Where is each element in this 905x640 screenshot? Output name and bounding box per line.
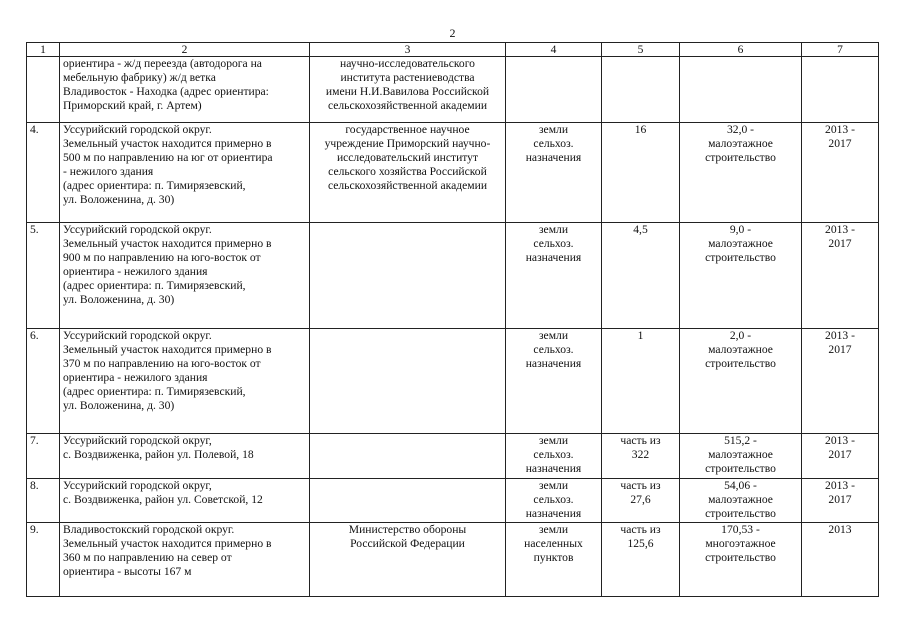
plot-area: часть из 125,6 [602,523,680,597]
permitted-use: 170,53 - многоэтажное строительство [680,523,802,597]
row-number [27,57,60,123]
column-number: 5 [602,43,680,57]
plot-area: 16 [602,123,680,223]
plot-area: 1 [602,329,680,434]
plot-location: Уссурийский городской округ, с. Воздвиженка, район ул. Полевой, 18 [60,434,310,479]
column-number: 6 [680,43,802,57]
plot-owner [310,223,506,329]
plot-area: 4,5 [602,223,680,329]
plot-location: Уссурийский городской округ, с. Воздвиженка, район ул. Советской, 12 [60,479,310,523]
plot-owner [310,434,506,479]
plot-location: ориентира - ж/д переезда (автодорога на мебельную фабрику) ж/д ветка Владивосток - Находка (адрес ориентира: Приморский край, г. Артем) [60,57,310,123]
table-row [27,329,879,434]
plot-owner [310,479,506,523]
table-row [27,479,879,523]
plot-owner [310,329,506,434]
term-years: 2013 [802,523,879,597]
permitted-use: 9,0 - малоэтажное строительство [680,223,802,329]
plot-location: Уссурийский городской округ. Земельный участок находится примерно в 370 м по направлению на юго-восток от ориентира - нежилого здания (адрес ориентира: п. Тимирязевский, ул. Воложенина, д. 30) [60,329,310,434]
table-row [27,123,879,223]
plot-owner: научно-исследовательского института растениеводства имени Н.И.Вавилова Российской сельскохозяйственной академии [310,57,506,123]
plot-owner: государственное научное учреждение Приморский научно- исследовательский институт сельского хозяйства Российской сельскохозяйственной академии [310,123,506,223]
column-number-row [27,43,879,57]
plot-location: Уссурийский городской округ. Земельный участок находится примерно в 500 м по направлению на юг от ориентира - нежилого здания (адрес ориентира: п. Тимирязевский, ул. Воложенина, д. 30) [60,123,310,223]
land-category: земли сельхоз. назначения [506,479,602,523]
plot-location: Уссурийский городской округ. Земельный участок находится примерно в 900 м по направлению на юго-восток от ориентира - нежилого здания (адрес ориентира: п. Тимирязевский, ул. Воложенина, д. 30) [60,223,310,329]
table-row [27,523,879,597]
row-number: 8. [27,479,60,523]
term-years [802,57,879,123]
column-number: 1 [27,43,60,57]
page-number: 2 [449,26,456,40]
land-category: земли сельхоз. назначения [506,223,602,329]
column-number: 2 [60,43,310,57]
permitted-use: 515,2 - малоэтажное строительство [680,434,802,479]
land-category: земли сельхоз. назначения [506,329,602,434]
plot-area [602,57,680,123]
term-years: 2013 - 2017 [802,123,879,223]
plot-area: часть из 322 [602,434,680,479]
plot-area: часть из 27,6 [602,479,680,523]
column-number: 7 [802,43,879,57]
row-number: 4. [27,123,60,223]
column-number: 4 [506,43,602,57]
row-number: 6. [27,329,60,434]
table-row [27,223,879,329]
term-years: 2013 - 2017 [802,223,879,329]
table-row [27,57,879,123]
row-number: 9. [27,523,60,597]
term-years: 2013 - 2017 [802,329,879,434]
permitted-use: 32,0 - малоэтажное строительство [680,123,802,223]
permitted-use [680,57,802,123]
term-years: 2013 - 2017 [802,434,879,479]
table-row [27,434,879,479]
land-category [506,57,602,123]
row-number: 5. [27,223,60,329]
land-plots-table [26,42,879,597]
column-number: 3 [310,43,506,57]
plot-location: Владивостокский городской округ. Земельный участок находится примерно в 360 м по направлению на север от ориентира - высоты 167 м [60,523,310,597]
land-category: земли населенных пунктов [506,523,602,597]
row-number: 7. [27,434,60,479]
term-years: 2013 - 2017 [802,479,879,523]
plot-owner: Министерство обороны Российской Федерации [310,523,506,597]
permitted-use: 54,06 - малоэтажное строительство [680,479,802,523]
land-category: земли сельхоз. назначения [506,123,602,223]
permitted-use: 2,0 - малоэтажное строительство [680,329,802,434]
land-category: земли сельхоз. назначения [506,434,602,479]
